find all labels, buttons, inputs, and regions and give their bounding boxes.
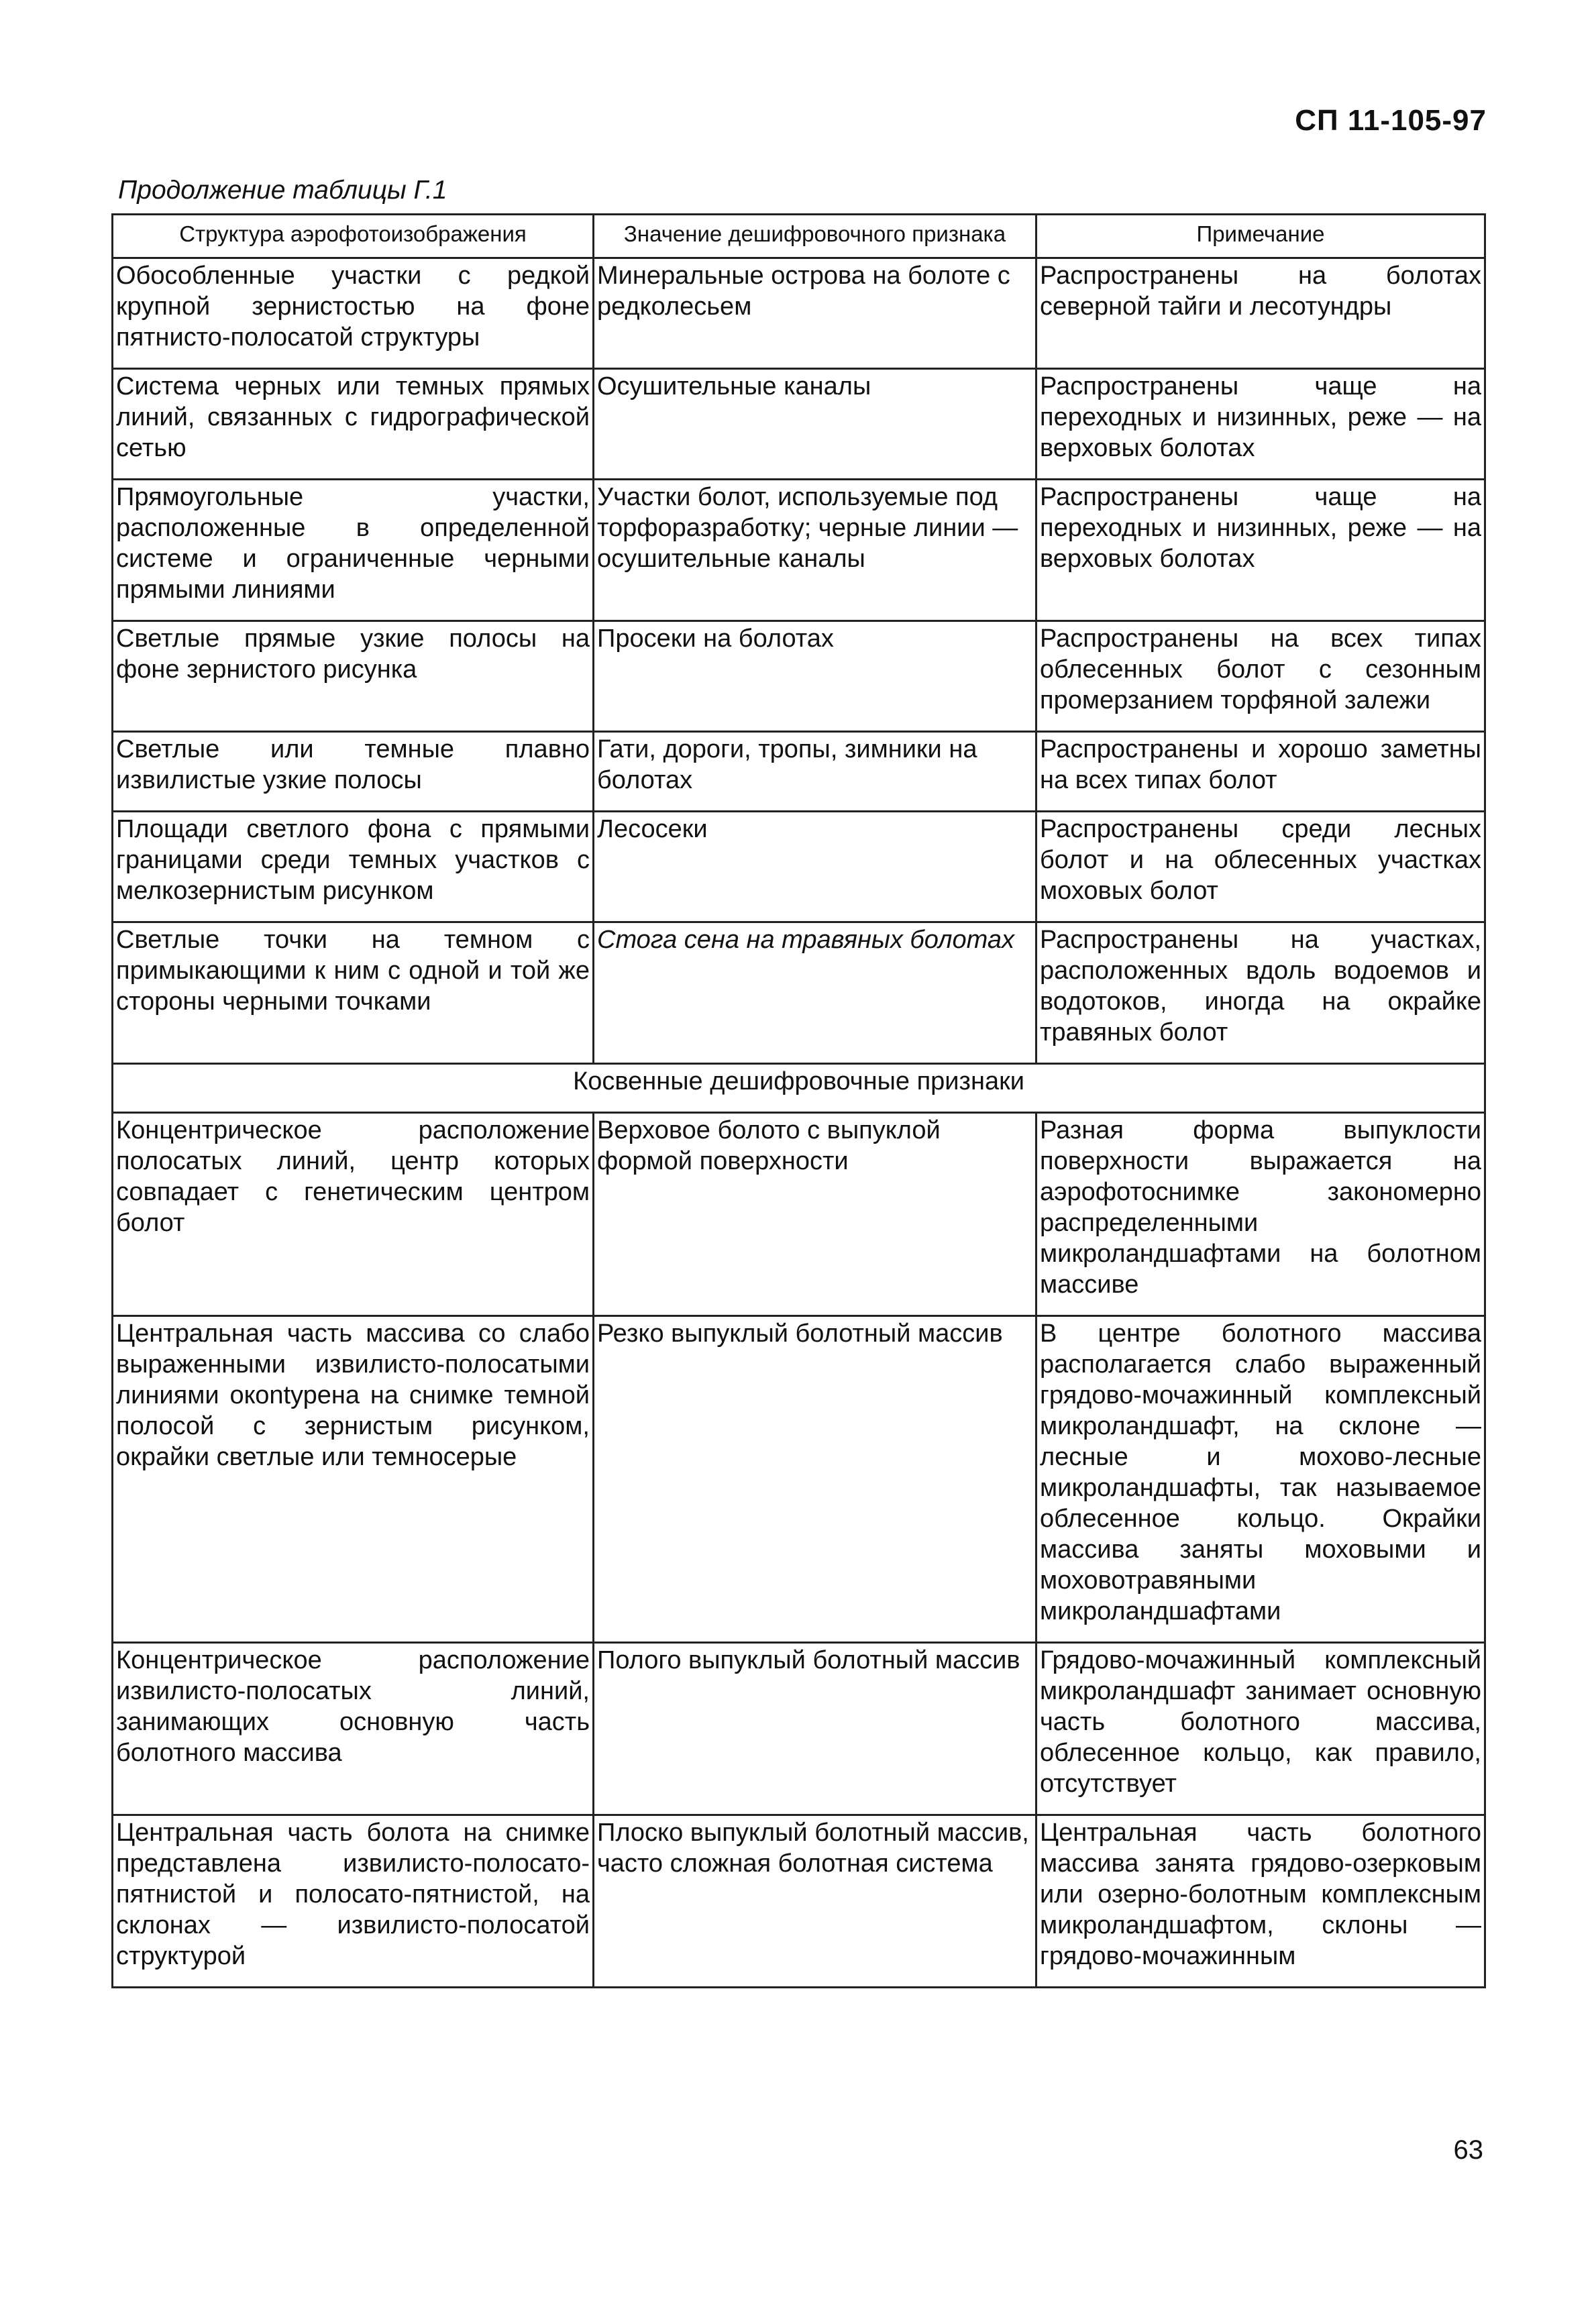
cell-meaning: Минеральные острова на болоте с редколесьем bbox=[594, 258, 1036, 369]
cell-note: Центральная часть болотного массива занята грядово-озерковым или озерно-болотным комплексным микроландшафтом, склоны — грядово-мочажинным bbox=[1036, 1815, 1485, 1988]
cell-note: Распространены среди лесных болот и на облесенных участках моховых болот bbox=[1036, 812, 1485, 922]
cell-note: Распространены и хорошо заметны на всех типах болот bbox=[1036, 732, 1485, 812]
cell-meaning: Резко выпуклый болотный массив bbox=[594, 1316, 1036, 1643]
table-row bbox=[113, 922, 1485, 1064]
interpretation-table bbox=[111, 213, 1486, 1988]
cell-meaning: Плоско выпуклый болотный массив, часто сложная болотная система bbox=[594, 1815, 1036, 1988]
cell-structure: Центральная часть массива со слабо выраженными извилисто-полосатыми линиями окontурена на снимке темной полосой с зернистым рисунком, окрайки светлые или темносерые bbox=[113, 1316, 594, 1643]
cell-meaning: Верховое болото с выпуклой формой поверхности bbox=[594, 1113, 1036, 1316]
cell-structure: Светлые прямые узкие полосы на фоне зернистого рисунка bbox=[113, 621, 594, 732]
cell-structure: Концентрическое расположение извилисто-полосатых линий, занимающих основную часть болотного массива bbox=[113, 1643, 594, 1815]
table-row bbox=[113, 1316, 1485, 1643]
table-row bbox=[113, 258, 1485, 369]
table-row bbox=[113, 1643, 1485, 1815]
cell-structure: Прямоугольные участки, расположенные в определенной системе и ограниченные черными прямыми линиями bbox=[113, 480, 594, 621]
cell-structure: Обособленные участки с редкой крупной зернистостью на фоне пятнисто-полосатой структуры bbox=[113, 258, 594, 369]
table-row bbox=[113, 732, 1485, 812]
table-row bbox=[113, 621, 1485, 732]
cell-structure: Светлые или темные плавно извилистые узкие полосы bbox=[113, 732, 594, 812]
cell-note: Распространены чаще на переходных и низинных, реже — на верховых болотах bbox=[1036, 480, 1485, 621]
page-number: 63 bbox=[1453, 2135, 1483, 2165]
column-header-meaning: Значение дешифровочного признака bbox=[594, 215, 1036, 258]
cell-meaning: Гати, дороги, тропы, зимники на болотах bbox=[594, 732, 1036, 812]
table-row bbox=[113, 480, 1485, 621]
table-row bbox=[113, 369, 1485, 480]
table-row bbox=[113, 812, 1485, 922]
cell-meaning: Осушительные каналы bbox=[594, 369, 1036, 480]
cell-note: Распространены на всех типах облесенных болот с сезонным промерзанием торфяной залежи bbox=[1036, 621, 1485, 732]
cell-structure: Светлые точки на темном с примыкающими к ним с одной и той же стороны черными точками bbox=[113, 922, 594, 1064]
cell-note: Грядово-мочажинный комплексный микроландшафт занимает основную часть болотного массива, облесенное кольцо, как правило, отсутствует bbox=[1036, 1643, 1485, 1815]
cell-meaning: Участки болот, используемые под торфоразработку; черные линии —осушительные каналы bbox=[594, 480, 1036, 621]
cell-note: Распространены чаще на переходных и низинных, реже — на верховых болотах bbox=[1036, 369, 1485, 480]
cell-note: Распространены на болотах северной тайги и лесотундры bbox=[1036, 258, 1485, 369]
table-header-row bbox=[113, 215, 1485, 258]
section-title: Косвенные дешифровочные признаки bbox=[113, 1064, 1485, 1113]
cell-structure: Концентрическое расположение полосатых линий, центр которых совпадает с генетическим центром болот bbox=[113, 1113, 594, 1316]
column-header-structure: Структура аэрофотоизображения bbox=[113, 215, 594, 258]
cell-meaning: Стога сена на травяных болотах bbox=[594, 922, 1036, 1064]
table-row bbox=[113, 1815, 1485, 1988]
cell-structure: Площади светлого фона с прямыми границами среди темных участков с мелкозернистым рисунком bbox=[113, 812, 594, 922]
document-code: СП 11-105-97 bbox=[1295, 104, 1487, 137]
cell-note: В центре болотного массива располагается слабо выраженный грядово-мочажинный комплексный микроландшафт, на склоне — лесные и мохово-лесные микроландшафты, так называемое облесенное кольцо. Окрайки массива заняты моховыми и моховотравяными микроландшафтами bbox=[1036, 1316, 1485, 1643]
section-header-row bbox=[113, 1064, 1485, 1113]
cell-meaning: Полого выпуклый болотный массив bbox=[594, 1643, 1036, 1815]
table-row bbox=[113, 1113, 1485, 1316]
cell-note: Разная форма выпуклости поверхности выражается на аэрофотоснимке закономерно распределенными микроландшафтами на болотном массиве bbox=[1036, 1113, 1485, 1316]
cell-meaning: Просеки на болотах bbox=[594, 621, 1036, 732]
cell-structure: Центральная часть болота на снимке представлена извилисто-полосато-пятнистой и полосато-пятнистой, на склонах — извилисто-полосатой структурой bbox=[113, 1815, 594, 1988]
cell-structure: Система черных или темных прямых линий, связанных с гидрографической сетью bbox=[113, 369, 594, 480]
table-continuation-caption: Продолжение таблицы Г.1 bbox=[118, 176, 447, 205]
column-header-note: Примечание bbox=[1036, 215, 1485, 258]
cell-note: Распространены на участках, расположенных вдоль водоемов и водотоков, иногда на окрайке травяных болот bbox=[1036, 922, 1485, 1064]
cell-meaning: Лесосеки bbox=[594, 812, 1036, 922]
